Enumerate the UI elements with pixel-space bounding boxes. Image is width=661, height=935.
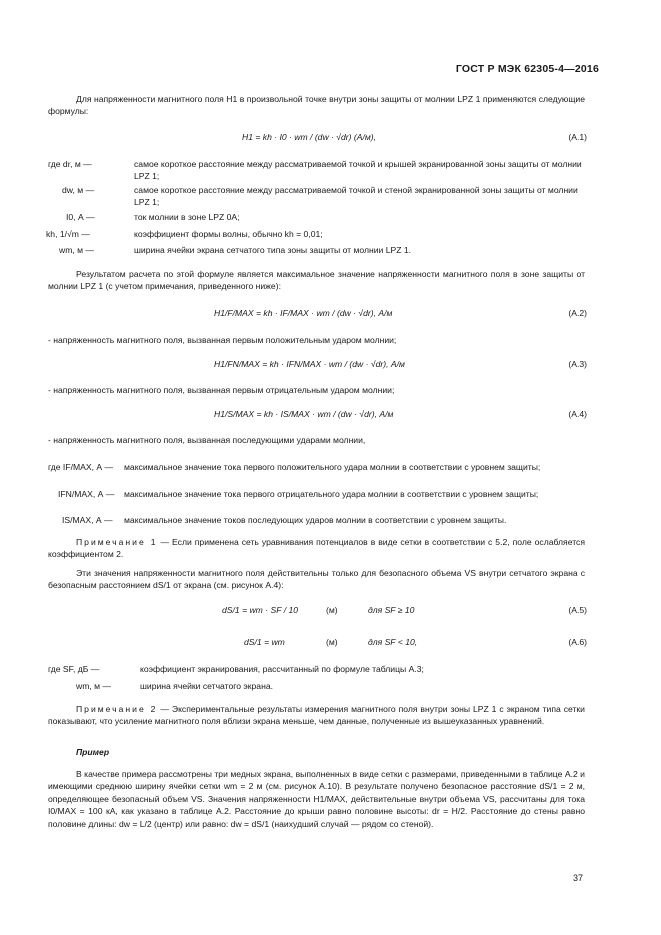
def-symbol: IFN/MAX, А —	[58, 489, 115, 499]
formula-a5-lhs: dS/1 = wm · SF / 10	[222, 605, 299, 615]
def-symbol: где SF, дБ —	[48, 664, 100, 674]
formula-a5-condition: для SF ≥ 10	[368, 605, 415, 615]
def-text: ширина ячейки сетчатого экрана.	[140, 681, 273, 691]
example-title: Пример	[76, 747, 110, 757]
note-1-label: Примечание 1	[76, 537, 158, 547]
def-symbol: IS/MAX, А —	[62, 515, 113, 525]
formula-a6-lhs: dS/1 = wm	[244, 637, 285, 647]
formula-a2-number: (А.2)	[568, 308, 587, 318]
dash-item-2: - напряженность магнитного поля, вызванная первым отрицательным ударом молнии;	[48, 385, 395, 395]
def-text: ширина ячейки экрана сетчатого типа зоны защиты от молнии LPZ 1.	[134, 245, 412, 255]
note-2	[48, 703, 585, 728]
formula-a3-number: (А.3)	[568, 359, 587, 369]
def-text: максимальное значение тока первого отрицательного удара молнии в соответствии с уровнем защиты;	[124, 489, 539, 499]
document-header: ГОСТ Р МЭК 62305-4—2016	[455, 63, 599, 75]
def-symbol: dw, м —	[62, 185, 95, 195]
dash-item-3: - напряженность магнитного поля, вызванная последующими ударами молнии,	[48, 435, 366, 445]
def-symbol: kh, 1/√m —	[46, 229, 90, 239]
def-symbol: где dr, м —	[48, 159, 92, 169]
def-text: максимальное значение токов последующих ударов молнии в соответствии с уровнем защиты.	[124, 515, 507, 525]
def-text: самое короткое расстояние между рассматриваемой точкой и крышей экранированной зоны защиты от молнии LPZ 1;	[134, 159, 582, 182]
def-symbol: wm, м —	[76, 681, 112, 691]
formula-a4: H1/S/MAX = kh · IS/MAX · wm / (dw · √dr), А/м	[214, 409, 394, 419]
def-text: максимальное значение тока первого положительного удара молнии в соответствии с уровнем защиты;	[124, 462, 541, 472]
def-text: коэффициент экранирования, рассчитанный по формуле таблицы А.3;	[140, 664, 424, 674]
formula-a1: H1 = kh · I0 · wm / (dw · √dr) (А/м),	[242, 132, 377, 142]
formula-a6-unit: (м)	[326, 637, 338, 647]
note-1	[48, 536, 585, 561]
intro-paragraph: Для напряженности магнитного поля H1 в произвольной точке внутри зоны защиты от молнии LPZ 1 применяются следующие формулы:	[48, 94, 585, 117]
formula-a6-number: (А.6)	[568, 637, 587, 647]
def-symbol: wm, м —	[59, 245, 95, 255]
dash-item-1: - напряженность магнитного поля, вызванная первым положительным ударом молнии;	[48, 335, 397, 345]
result-paragraph: Результатом расчета по этой формуле является максимальное значение напряженности магнитного поля в зоне защиты от молнии LPZ 1 (с учетом примечания, приведенного ниже):	[48, 269, 585, 292]
formula-a2: H1/F/MAX = kh · IF/MAX · wm / (dw · √dr), А/м	[214, 308, 393, 318]
def-symbol: I0, А —	[66, 212, 95, 222]
def-text: самое короткое расстояние между рассматриваемой точкой и стеной экранированной зоны защиты от молнии LPZ 1;	[134, 185, 578, 208]
note-1-text: — Если применена сеть уравнивания потенциалов в виде сетки в соответствии с 5.2, поле ослабляется коэффициентом 2.	[48, 537, 585, 560]
formula-a6-condition: для SF < 10,	[368, 637, 418, 647]
formula-a4-number: (А.4)	[568, 409, 587, 419]
def-symbol: где IF/MAX, А —	[48, 462, 114, 472]
note-2-text: — Экспериментальные результаты измерения магнитного поля внутри зоны LPZ 1 с экраном типа сетки показывают, что усиление магнитного поля вблизи экрана меньше, чем данные, полученные из вышеуказанных уравнений.	[48, 704, 585, 727]
validity-paragraph: Эти значения напряженности магнитного поля действительны только для безопасного объема VS внутри сетчатого экрана с безопасным расстоянием dS/1 от экрана (см. рисунок А.4):	[48, 568, 585, 591]
def-text: ток молнии в зоне LPZ 0A;	[134, 212, 240, 222]
formula-a1-number: (А.1)	[568, 132, 587, 142]
formula-a5-number: (А.5)	[568, 605, 587, 615]
page-number: 37	[572, 873, 583, 883]
formula-a3: H1/FN/MAX = kh · IFN/MAX · wm / (dw · √dr), А/м	[214, 359, 405, 369]
note-2-label: Примечание 2	[76, 704, 158, 714]
def-text: коэффициент формы волны, обычно kh = 0,01;	[134, 229, 323, 239]
example-paragraph: В качестве примера рассмотрены три медных экрана, выполненных в виде сетки с размерами, приведенными в таблице А.2 и имеющими среднюю ширину ячейки сетки wm = 2 м (см. рисунок А.10). В результате получено безопасное расстояние dS/1 = 2 м, определяющее безопасный объем VS. Значения напряженности H1/MAX, действительные внутри объема VS, рассчитаны для тока I0/MAX = 100 кА, как указано в таблице А.2. Расстояние до крыши равно половине высоты: dr = H/2. Расстояние до стены равно половине длины: dw = L/2 (центр) или равно: dw = dS/1 (наихудший случай — рядом со стеной).	[48, 769, 585, 829]
formula-a5-unit: (м)	[326, 605, 338, 615]
